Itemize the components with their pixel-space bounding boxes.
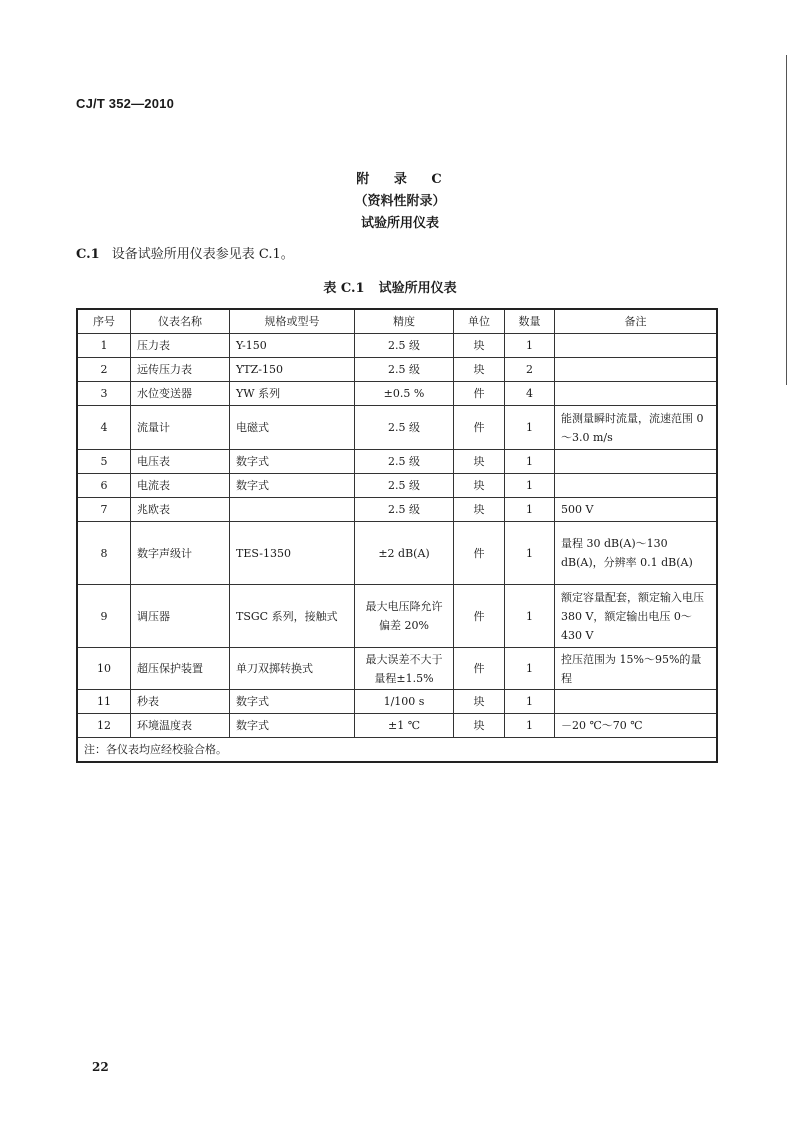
row-no: 7 — [77, 498, 131, 522]
row-accuracy: 2.5 级 — [355, 358, 454, 382]
row-no: 10 — [77, 648, 131, 690]
row-no: 5 — [77, 450, 131, 474]
row-unit: 块 — [454, 690, 505, 714]
row-note — [555, 690, 718, 714]
row-accuracy: 最大电压降允许偏差 20% — [355, 585, 454, 648]
row-accuracy: 1/100 s — [355, 690, 454, 714]
row-accuracy: 2.5 级 — [355, 450, 454, 474]
row-note: 500 V — [555, 498, 718, 522]
appendix-title — [0, 168, 800, 187]
row-unit: 块 — [454, 498, 505, 522]
row-name: 远传压力表 — [131, 358, 230, 382]
table-row — [77, 358, 717, 382]
table-row — [77, 406, 717, 450]
table-row — [77, 334, 717, 358]
row-accuracy: ±0.5 % — [355, 382, 454, 406]
row-model: 数字式 — [230, 714, 355, 738]
row-name: 超压保护装置 — [131, 648, 230, 690]
row-name: 水位变送器 — [131, 382, 230, 406]
row-accuracy: 2.5 级 — [355, 406, 454, 450]
row-note — [555, 358, 718, 382]
table-row — [77, 648, 717, 690]
row-model: TES-1350 — [230, 522, 355, 585]
row-no: 12 — [77, 714, 131, 738]
header-model: 规格或型号 — [230, 309, 355, 334]
row-name: 秒表 — [131, 690, 230, 714]
row-note: 量程 30 dB(A)～130 dB(A)，分辨率 0.1 dB(A) — [555, 522, 718, 585]
row-note: 额定容量配套，额定输入电压 380 V，额定输出电压 0～430 V — [555, 585, 718, 648]
row-model: 电磁式 — [230, 406, 355, 450]
row-qty: 1 — [505, 450, 555, 474]
row-model: 数字式 — [230, 450, 355, 474]
header-name: 仪表名称 — [131, 309, 230, 334]
header-qty: 数量 — [505, 309, 555, 334]
clause-c1 — [76, 243, 294, 262]
row-model: YTZ-150 — [230, 358, 355, 382]
row-unit: 块 — [454, 714, 505, 738]
row-accuracy: 最大误差不大于量程±1.5% — [355, 648, 454, 690]
table-row — [77, 522, 717, 585]
row-no: 4 — [77, 406, 131, 450]
row-unit: 件 — [454, 648, 505, 690]
row-unit: 件 — [454, 406, 505, 450]
row-name: 压力表 — [131, 334, 230, 358]
table-row — [77, 450, 717, 474]
table-caption-title: 试验所用仪表 — [378, 281, 457, 296]
row-note — [555, 474, 718, 498]
row-name: 兆欧表 — [131, 498, 230, 522]
table-footnote-row — [77, 738, 717, 763]
page-number: 22 — [92, 1060, 109, 1074]
row-qty: 1 — [505, 522, 555, 585]
instrument-table — [76, 308, 718, 763]
row-model: TSGC 系列，接触式 — [230, 585, 355, 648]
table-caption — [0, 277, 780, 296]
row-name: 数字声级计 — [131, 522, 230, 585]
row-no: 1 — [77, 334, 131, 358]
scan-edge-line — [786, 55, 787, 385]
row-model — [230, 498, 355, 522]
header-accuracy: 精度 — [355, 309, 454, 334]
row-note: 能测量瞬时流量，流速范围 0～3.0 m/s — [555, 406, 718, 450]
row-unit: 块 — [454, 450, 505, 474]
row-no: 2 — [77, 358, 131, 382]
standard-code: CJ/T 352—2010 — [76, 96, 174, 111]
row-unit: 件 — [454, 522, 505, 585]
row-model: 数字式 — [230, 474, 355, 498]
table-row — [77, 474, 717, 498]
row-qty: 1 — [505, 585, 555, 648]
row-unit: 块 — [454, 334, 505, 358]
row-qty: 1 — [505, 334, 555, 358]
row-no: 8 — [77, 522, 131, 585]
row-model: 单刀双掷转换式 — [230, 648, 355, 690]
table-row — [77, 714, 717, 738]
row-no: 6 — [77, 474, 131, 498]
header-note: 备注 — [555, 309, 718, 334]
row-accuracy: ±1 ℃ — [355, 714, 454, 738]
row-note: －20 ℃～70 ℃ — [555, 714, 718, 738]
row-no: 11 — [77, 690, 131, 714]
clause-text: 设备试验所用仪表参见表 C.1。 — [111, 247, 294, 262]
appendix-subtitle: （资料性附录） — [354, 194, 446, 209]
table-row — [77, 382, 717, 406]
row-name: 电流表 — [131, 474, 230, 498]
header-unit: 单位 — [454, 309, 505, 334]
table-header-row — [77, 309, 717, 334]
row-no: 3 — [77, 382, 131, 406]
row-qty: 1 — [505, 406, 555, 450]
row-note: 控压范围为 15%～95%的量程 — [555, 648, 718, 690]
row-note — [555, 334, 718, 358]
table-caption-number: 表 C.1 — [323, 281, 365, 296]
row-qty: 1 — [505, 474, 555, 498]
row-qty: 1 — [505, 498, 555, 522]
row-accuracy: 2.5 级 — [355, 498, 454, 522]
row-accuracy: 2.5 级 — [355, 334, 454, 358]
table-footnote: 注：各仪表均应经校验合格。 — [77, 738, 717, 763]
row-name: 调压器 — [131, 585, 230, 648]
row-no: 9 — [77, 585, 131, 648]
table-row — [77, 498, 717, 522]
row-accuracy: ±2 dB(A) — [355, 522, 454, 585]
table-row — [77, 585, 717, 648]
row-qty: 1 — [505, 690, 555, 714]
row-note — [555, 382, 718, 406]
row-qty: 1 — [505, 648, 555, 690]
row-accuracy: 2.5 级 — [355, 474, 454, 498]
row-qty: 4 — [505, 382, 555, 406]
appendix-title-text: 附 录 C — [356, 172, 452, 187]
row-qty: 1 — [505, 714, 555, 738]
row-model: YW 系列 — [230, 382, 355, 406]
row-qty: 2 — [505, 358, 555, 382]
row-unit: 块 — [454, 474, 505, 498]
row-unit: 件 — [454, 585, 505, 648]
row-model: 数字式 — [230, 690, 355, 714]
table-body — [77, 334, 717, 738]
row-model: Y-150 — [230, 334, 355, 358]
appendix-name: 试验所用仪表 — [360, 216, 439, 231]
row-unit: 块 — [454, 358, 505, 382]
table-row — [77, 690, 717, 714]
row-name: 流量计 — [131, 406, 230, 450]
header-no: 序号 — [77, 309, 131, 334]
row-name: 电压表 — [131, 450, 230, 474]
row-note — [555, 450, 718, 474]
clause-number: C.1 — [76, 247, 100, 262]
row-name: 环境温度表 — [131, 714, 230, 738]
row-unit: 件 — [454, 382, 505, 406]
